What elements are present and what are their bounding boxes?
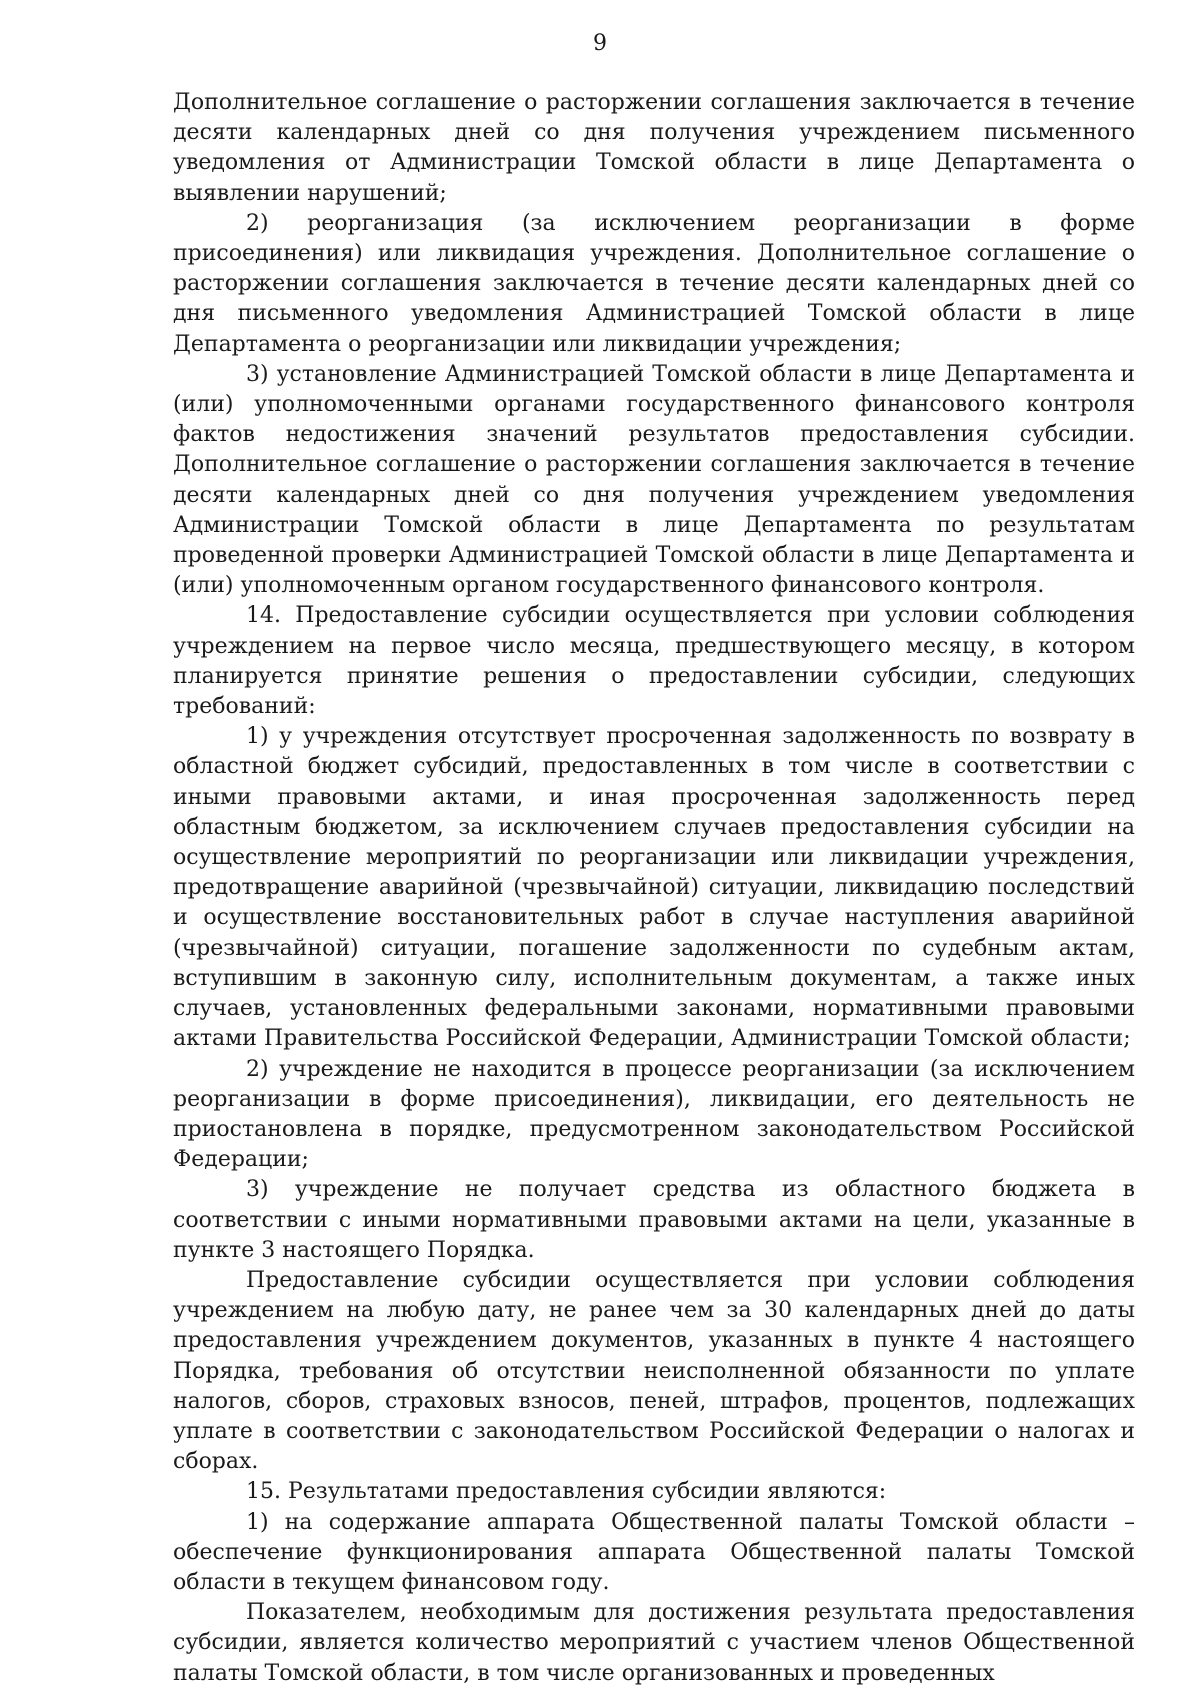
document-body	[173, 88, 1135, 1689]
page-number: 9	[593, 31, 607, 56]
paragraph: 14. Предоставление субсидии осуществляется при условии соблюдения учреждением на первое число месяца, предшествующего месяцу, в котором планируется принятие решения о предоставлении субсидии, следующих требований:	[173, 603, 1135, 720]
paragraph: Предоставление субсидии осуществляется при условии соблюдения учреждением на любую дату, не ранее чем за 30 календарных дней до даты предоставления учреждением документов, указанных в пункте 4 настоящего Порядка, требования об отсутствии неисполненной обязанности по уплате налогов, сборов, страховых взносов, пеней, штрафов, процентов, подлежащих уплате в соответствии с законодательством Российской Федерации о налогах и сборах.	[173, 1267, 1135, 1475]
paragraph: 1) на содержание аппарата Общественной палаты Томской области – обеспечение функционирования аппарата Общественной палаты Томской области в текущем финансовом году.	[173, 1509, 1135, 1595]
paragraph: 3) установление Администрацией Томской области в лице Департамента и (или) уполномоченными органами государственного финансового контроля фактов недостижения значений результатов предоставления субсидии. Дополнительное соглашение о расторжении соглашения заключается в течение десяти календарных дней со дня получения учреждением уведомления Администрации Томской области в лице Департамента по результатам проведенной проверки Администрацией Томской области в лице Департамента и (или) уполномоченным органом государственного финансового контроля.	[173, 361, 1135, 599]
paragraph: Дополнительное соглашение о расторжении соглашения заключается в течение десяти календарных дней со дня получения учреждением письменного уведомления от Администрации Томской области в лице Департамента о выявлении нарушений;	[173, 90, 1135, 206]
paragraph: 2) реорганизация (за исключением реорганизации в форме присоединения) или ликвидация учреждения. Дополнительное соглашение о расторжении соглашения заключается в течение десяти календарных дней со дня письменного уведомления Администрацией Томской области в лице Департамента о реорганизации или ликвидации учреждения;	[173, 210, 1135, 357]
paragraph: 15. Результатами предоставления субсидии являются:	[246, 1479, 887, 1505]
paragraph: 3) учреждение не получает средства из областного бюджета в соответствии с иными нормативными правовыми актами на цели, указанные в пункте 3 настоящего Порядка.	[173, 1177, 1135, 1263]
paragraph: 2) учреждение не находится в процессе реорганизации (за исключением реорганизации в форме присоединения), ликвидации, его деятельность не приостановлена в порядке, предусмотренном законодательством Российской Федерации;	[173, 1056, 1135, 1173]
paragraph: Показателем, необходимым для достижения результата предоставления субсидии, является количество мероприятий с участием членов Общественной палаты Томской области, в том числе организованных и проведенных	[173, 1600, 1135, 1686]
paragraph: 1) у учреждения отсутствует просроченная задолженность по возврату в областной бюджет субсидий, предоставленных в том числе в соответствии с иными правовыми актами, и иная просроченная задолженность перед областным бюджетом, за исключением случаев предоставления субсидии на осуществление мероприятий по реорганизации или ликвидации учреждения, предотвращение аварийной (чрезвычайной) ситуации, ликвидацию последствий и осуществление восстановительных работ в случае наступления аварийной (чрезвычайной) ситуации, погашение задолженности по судебным актам, вступившим в законную силу, исполнительным документам, а также иных случаев, установленных федеральными законами, нормативными правовыми актами Правительства Российской Федерации, Администрации Томской области;	[173, 724, 1135, 1052]
